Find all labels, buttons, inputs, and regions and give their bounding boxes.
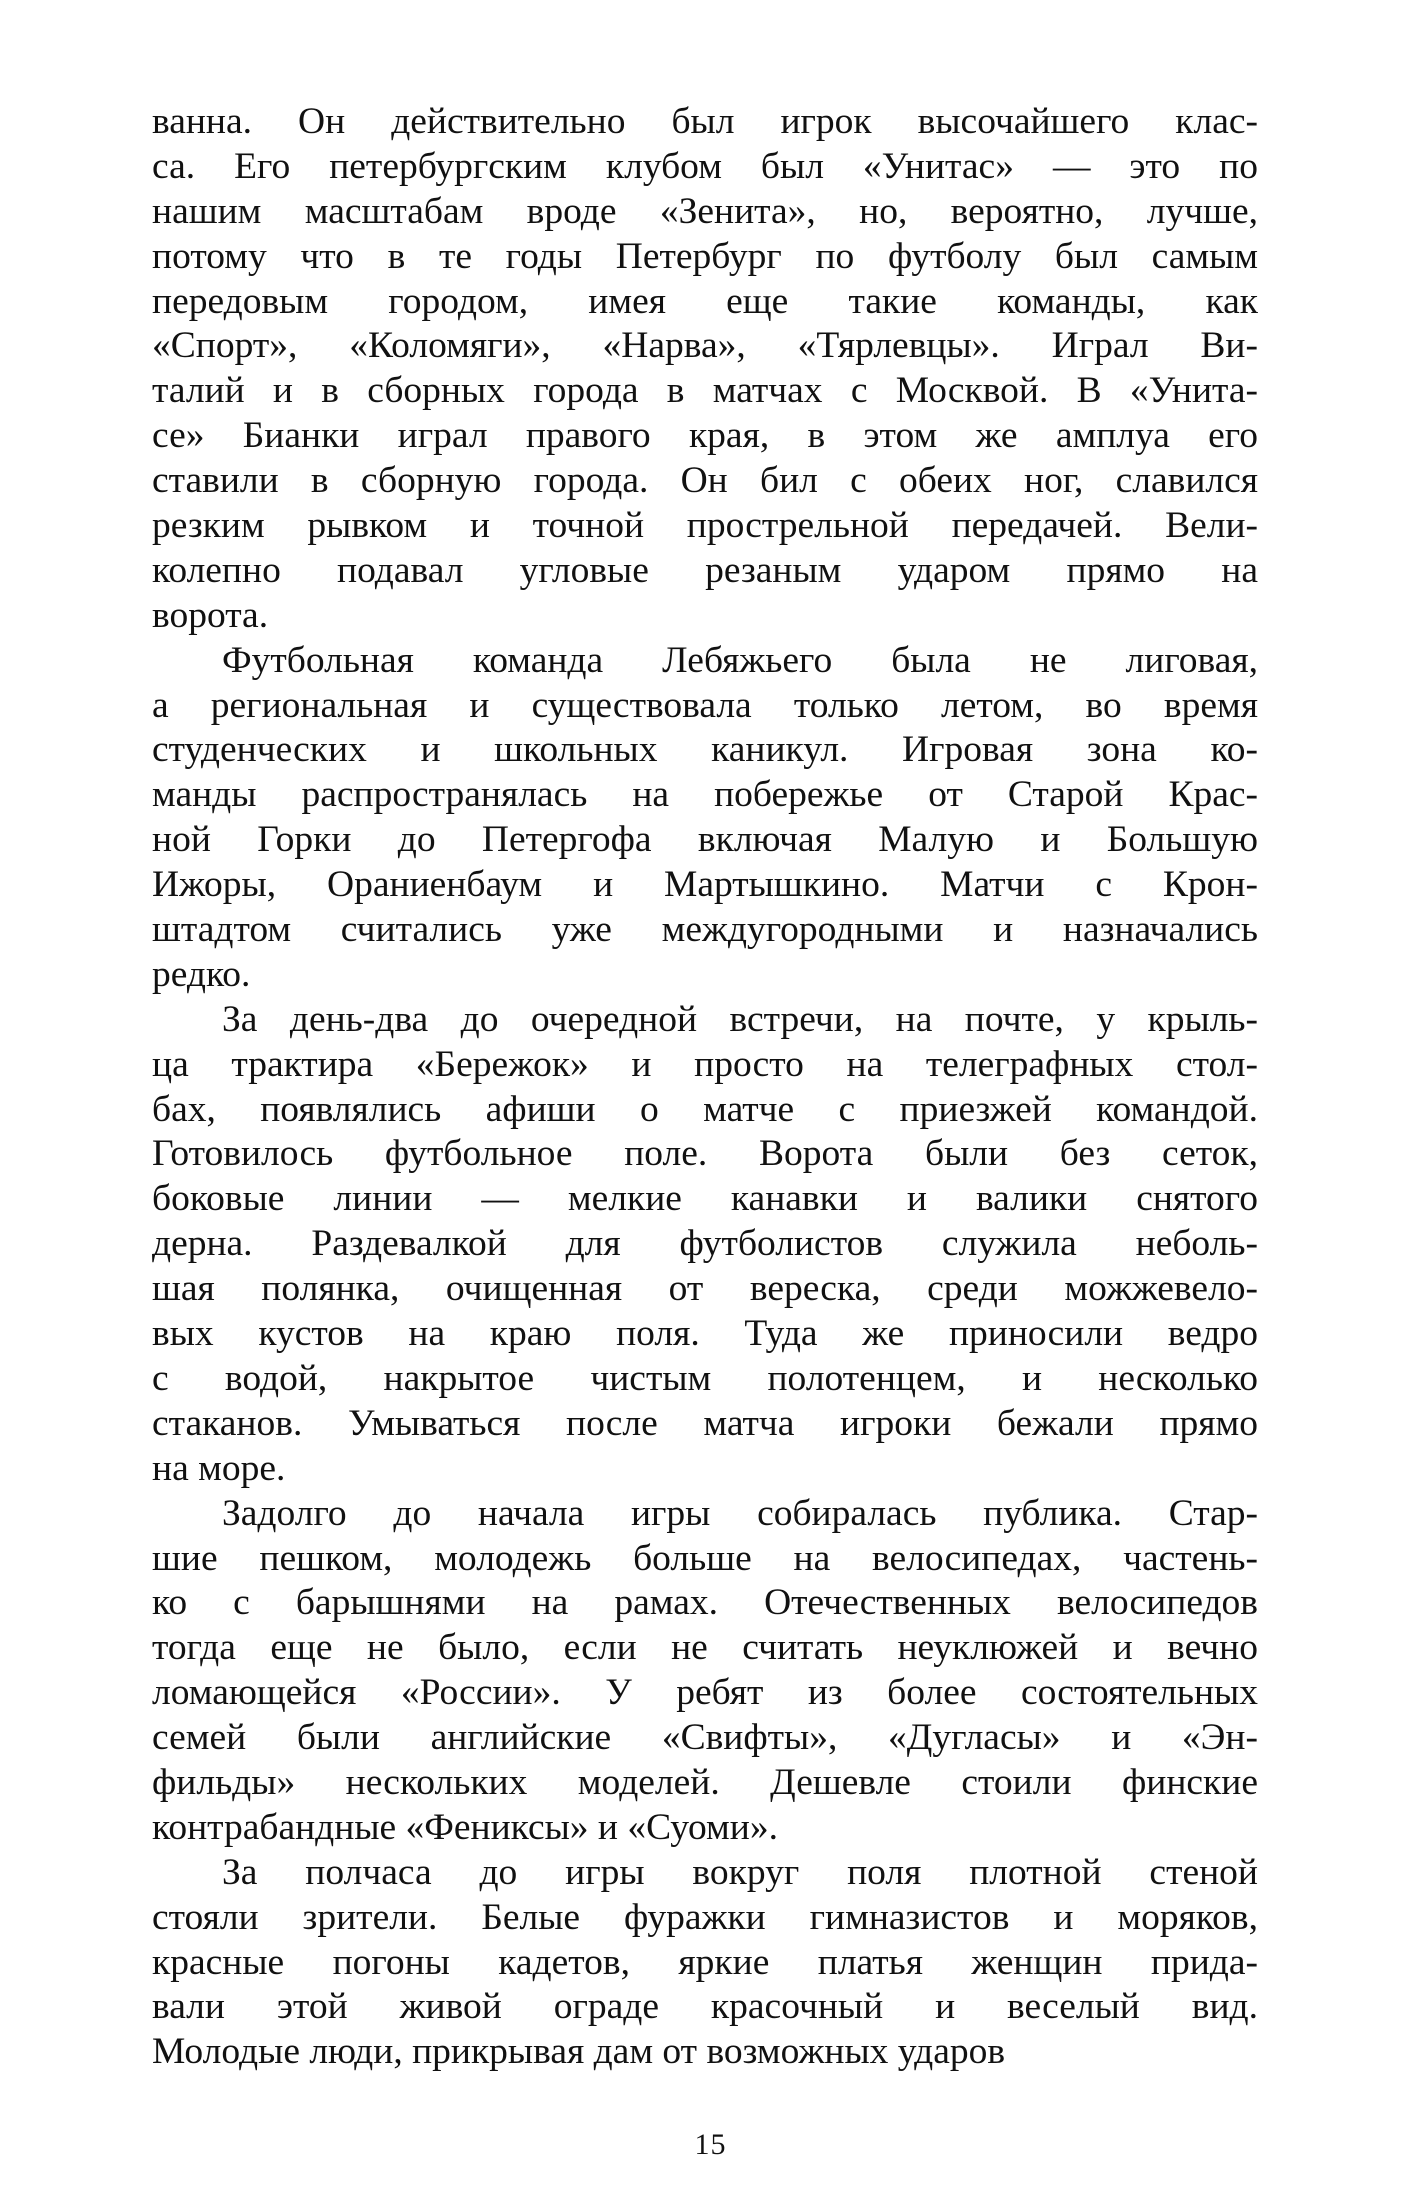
text-line: ко с барышнями на рамах. Отечественных велосипедов [152, 1582, 1258, 1624]
text-line: на море. [152, 1447, 286, 1489]
text-line: студенческих и школьных каникул. Игровая зона ко- [152, 729, 1258, 771]
text-line: боковые линии — мелкие канавки и валики снятого [152, 1178, 1258, 1220]
text-line: красные погоны кадетов, яркие платья женщин прида- [152, 1941, 1258, 1983]
text-line: За полчаса до игры вокруг поля плотной стеной [222, 1851, 1258, 1893]
text-line: колепно подавал угловые резаным ударом прямо на [152, 549, 1258, 591]
text-line: Задолго до начала игры собиралась публика. Стар- [222, 1492, 1258, 1534]
text-line: се» Бианки играл правого края, в этом же амплуа его [152, 415, 1258, 457]
text-line: ворота. [152, 594, 269, 636]
text-line: ца трактира «Бережок» и просто на телеграфных стол- [152, 1043, 1258, 1085]
text-line: шие пешком, молодежь больше на велосипедах, частень- [152, 1537, 1258, 1579]
text-line: талий и в сборных города в матчах с Москвой. В «Унита- [152, 370, 1258, 412]
text-line: стаканов. Умываться после матча игроки бежали прямо [152, 1402, 1258, 1444]
text-line: бах, появлялись афиши о матче с приезжей командой. [152, 1088, 1258, 1130]
text-line: резким рывком и точной прострельной передачей. Вели- [152, 505, 1258, 547]
text-line: ванна. Он действительно был игрок высочайшего клас- [152, 101, 1258, 142]
text-line: «Спорт», «Коломяги», «Нарва», «Тярлевцы». Играл Ви- [152, 325, 1258, 367]
paragraph [152, 1492, 1258, 1851]
text-line: тогда еще не было, если не считать неуклюжей и вечно [152, 1627, 1258, 1669]
text-line: Футбольная команда Лебяжьего была не лиговая, [222, 639, 1258, 681]
text-line: штадтом считались уже междугородными и назначались [152, 909, 1258, 951]
text-line: шая полянка, очищенная от вереска, среди можжевело- [152, 1268, 1258, 1310]
text-line: вали этой живой ограде красочный и веселый вид. [152, 1986, 1258, 2028]
text-line: передовым городом, имея еще такие команды, как [152, 280, 1258, 322]
text-line: ломающейся «России». У ребят из более состоятельных [152, 1672, 1258, 1714]
paragraph [152, 100, 1258, 639]
text-line: семей были английские «Свифты», «Дугласы» и «Эн- [152, 1717, 1258, 1759]
text-line: потому что в те годы Петербург по футболу был самым [152, 235, 1258, 277]
text-line: Готовилось футбольное поле. Ворота были без сеток, [152, 1133, 1258, 1175]
text-line: За день-два до очередной встречи, на почте, у крыль- [222, 998, 1258, 1040]
text-line: Ижоры, Ораниенбаум и Мартышкино. Матчи с Крон- [152, 864, 1258, 906]
text-line: с водой, накрытое чистым полотенцем, и несколько [152, 1357, 1258, 1399]
text-line: нашим масштабам вроде «Зенита», но, вероятно, лучше, [152, 190, 1258, 232]
text-line: Молодые люди, прикрывая дам от возможных ударов [152, 2031, 1006, 2073]
text-line: стояли зрители. Белые фуражки гимназистов и моряков, [152, 1896, 1258, 1938]
text-line: а региональная и существовала только летом, во время [152, 684, 1258, 726]
text-line: фильды» нескольких моделей. Дешевле стоили финские [152, 1761, 1258, 1803]
paragraph [152, 998, 1258, 1492]
paragraph [152, 1851, 1258, 2075]
text-line: дерна. Раздевалкой для футболистов служила неболь- [152, 1223, 1258, 1265]
text-line: редко. [152, 953, 251, 995]
text-line: ной Горки до Петергофа включая Малую и Большую [152, 819, 1258, 861]
text-line: са. Его петербургским клубом был «Унитас» — это по [152, 145, 1258, 187]
text-line: вых кустов на краю поля. Туда же приносили ведро [152, 1313, 1258, 1355]
text-line: ставили в сборную города. Он бил с обеих ног, славился [152, 460, 1258, 502]
body-text [152, 100, 1258, 2075]
text-line: контрабандные «Фениксы» и «Суоми». [152, 1806, 778, 1848]
page-number: 15 [694, 2128, 727, 2161]
paragraph [152, 639, 1258, 998]
text-line: манды распространялась на побережье от Старой Крас- [152, 774, 1258, 816]
